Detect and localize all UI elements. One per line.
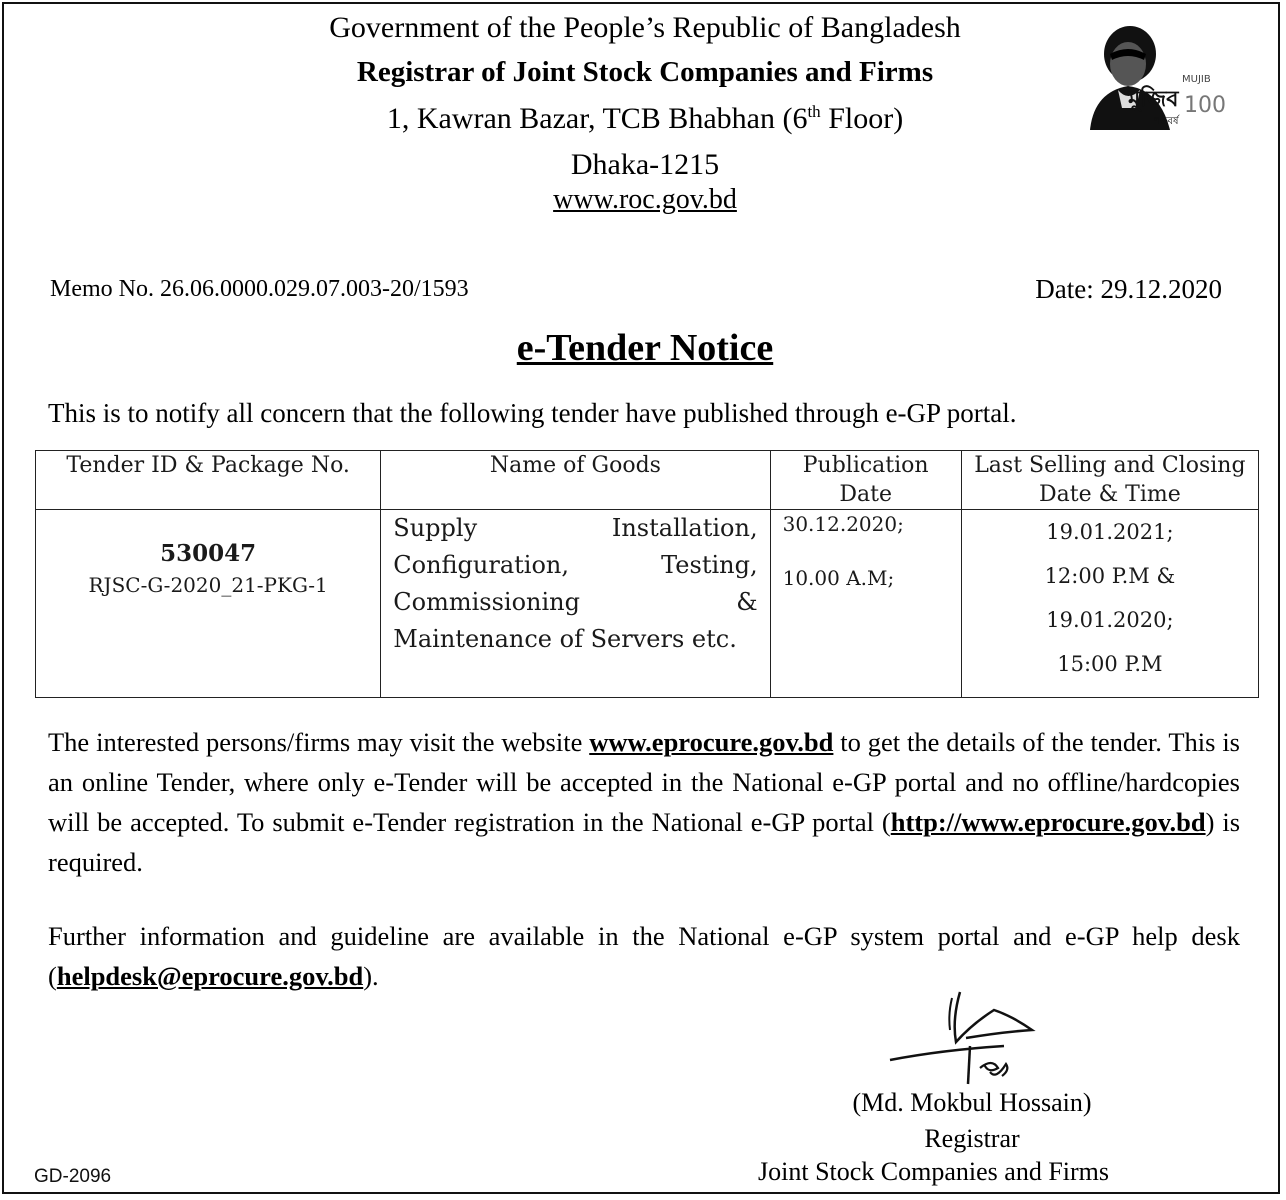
government-heading: Government of the People’s Republic of Bangladesh [329,11,961,44]
header-tender-id: Tender ID & Package No. [36,451,381,510]
package-number: RJSC-G-2020_21-PKG-1 [88,573,328,597]
notice-title: e-Tender Notice [516,327,774,369]
memo-number: Memo No. 26.06.0000.029.07.003-20/1593 [50,276,469,302]
last-selling-time: 12:00 P.M & [1044,564,1176,588]
notice-frame [2,2,1280,1194]
tender-table [35,450,1259,698]
signature-image [882,980,1052,1090]
publication-date: 30.12.2020; [782,512,904,536]
memo-date: Date: 29.12.2020 [1035,274,1222,304]
goods-cell: Supply Installation, Configuration, Testing, Commissioning & Maintenance of Servers etc. [381,510,770,698]
header-goods: Name of Goods [381,451,770,510]
details-paragraph [48,722,1240,882]
helpdesk-email-link[interactable]: helpdesk@eprocure.gov.bd [56,961,364,991]
paragraph-text: Further information and guideline are available in the National e-GP system portal and e-GP help desk ( [48,921,1240,991]
logo-number: 100 [1184,93,1226,118]
address-superscript: th [807,102,821,121]
signatory-organization: Joint Stock Companies and Firms [758,1157,1109,1186]
tender-id: 530047 [160,540,257,567]
paragraph-text: The interested persons/firms may visit the website [48,727,590,757]
publication-cell [770,510,961,698]
office-website[interactable] [4,184,1286,216]
paragraph-text: ) is required. [48,807,1241,877]
logo-sub-bangla: শতবর্ষ [1154,116,1179,127]
helpdesk-paragraph [48,916,1240,996]
office-city: Dhaka-1215 [570,148,720,181]
closing-cell [961,510,1258,698]
tender-id-cell [36,510,381,698]
table-row [36,510,1259,698]
logo-bangla-text: মুজিব [1128,87,1179,112]
address-text: 1, Kawran Bazar, TCB Bhabhan (6 [386,102,808,135]
paragraph-text: to get the details of the tender. This is an online Tender, where only e-Tender will be accepted in the National e-GP portal and no offline/hardcopies will be accepted. To submit e-Tender registration in the National e-GP portal ( [48,727,1240,837]
logo-mujib-text: MUJIB [1182,74,1211,85]
website-link[interactable]: www.roc.gov.bd [553,184,737,215]
signatory-title: Registrar [924,1124,1020,1153]
publication-time: 10.00 A.M; [782,566,895,590]
address-text-end: Floor) [820,102,904,135]
last-selling-date: 19.01.2021; [1046,520,1174,544]
header-publication-date: Publication Date [770,451,961,510]
header-closing-date: Last Selling and Closing Date & Time [961,451,1258,510]
paragraph-text: ). [363,961,379,991]
signatory-name: (Md. Mokbul Hossain) [852,1088,1092,1117]
closing-time: 15:00 P.M [1057,652,1163,676]
table-header-row [36,451,1259,510]
portrait-icon [1090,26,1170,130]
eprocure-link[interactable]: www.eprocure.gov.bd [589,727,834,757]
intro-text: This is to notify all concern that the following tender have published through e-GP portal. [48,398,1017,428]
mujib-100-logo [1070,20,1230,130]
eprocure-url-link[interactable]: http://www.eprocure.gov.bd [890,807,1206,837]
footer-code: GD-2096 [34,1166,112,1187]
closing-date: 19.01.2020; [1046,608,1174,632]
office-heading: Registrar of Joint Stock Companies and Firms [356,56,934,88]
